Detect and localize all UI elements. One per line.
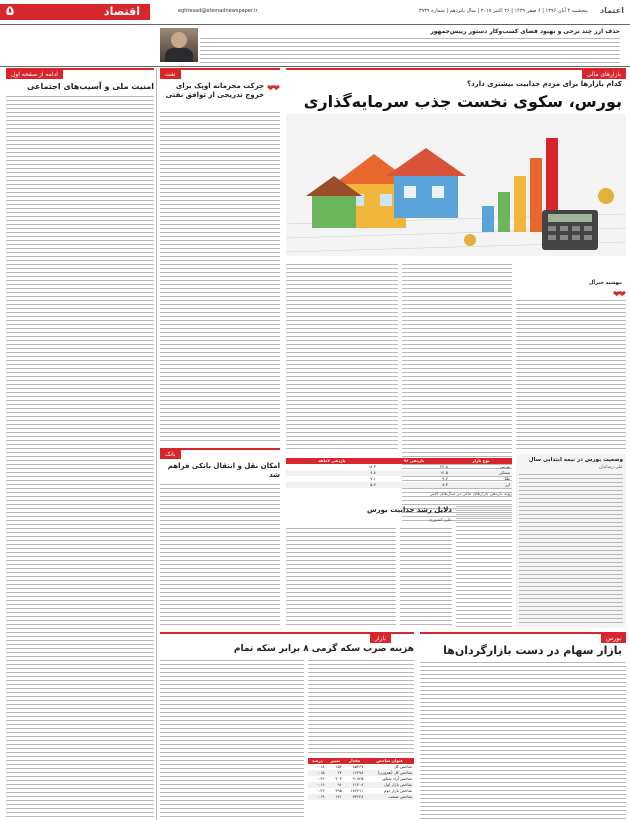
table-story-body-c [456,506,512,628]
table-cell: بورس [500,464,510,469]
lead-story-illustration [286,114,626,256]
table-cell: شاخص صنعت [388,794,412,799]
table-cell: شاخص کل (هم‌وزن) [377,770,412,775]
index-table [308,758,414,800]
page-number: ۵ [6,4,14,19]
lead-story-body-right [516,300,626,450]
table-cell: ۹۶ [337,782,342,787]
brief-rule [0,66,630,67]
returns-table-caption: روند بازدهی بازارهای مالی در سال‌های اخیر [430,492,512,497]
brief-body [200,38,620,64]
bottom-right-headline: بازار سهام در دست بازارگردان‌ها [443,644,622,657]
newspaper-logo: اعتماد [600,6,624,15]
table-cell: ۷.۱ [370,476,376,481]
mid-column-headline: حرکت محرمانه اوپک برای خروج تدریجی از توافق نفتی [165,82,264,99]
returns-table-header: نوع بازار [472,458,490,463]
returns-table-header: بازدهی ۹۶ [403,458,425,463]
table-cell: ۰.۱۹ [316,794,325,799]
lead-story-body-left [286,264,398,450]
lead-story [286,68,626,628]
table-cell: ۹.۸ [370,470,376,475]
table-cell: شاخص کل [393,764,412,769]
table-cell: طلا [504,476,510,481]
table-cell: شاخص آزاد شناور [381,776,412,781]
table-cell: ۰.۱۸ [316,764,325,769]
table-story-headline: دلایل رشد جذابیت بورس [366,506,452,514]
table-cell: ۱۲.۵ [440,470,448,475]
table-cell: ۲۰۳ [335,776,342,781]
table-cell: ۹۰۸۲۵ [352,776,364,781]
index-table-header: درصد [312,758,323,763]
left-column-tag: ادامه از صفحه اول [6,70,63,79]
left-column-body [6,96,154,820]
box-one-tag: وضعیت بورس در نیمه ابتدایی سال [528,457,623,463]
table-cell: ۱۸.۳ [368,464,376,469]
table-cell: ۰.۱۵ [316,770,325,775]
table-row [308,794,414,800]
mid-column-body-two [160,484,280,628]
lead-story-author: مهشید خیرآل [589,280,622,286]
table-cell: ارز [505,482,510,487]
table-story-author: علی کشوری [428,518,452,523]
left-column [6,68,154,820]
table-cell: ۶۱۲۰۸ [352,782,364,787]
masthead [0,0,630,24]
returns-table [286,458,512,488]
table-cell: ۱۵۴ [335,764,342,769]
table-cell: ۵.۷ [370,482,376,487]
table-cell: ۱۴۱ [335,794,342,799]
table-story [286,454,512,628]
table-cell: ۸.۳ [442,482,448,487]
left-column-headline: امنیت ملی و آسیب‌های اجتماعی [26,82,154,91]
table-cell: شاخص بازار اول [384,782,412,787]
table-cell: ۱۸۲۴۱۱ [350,788,364,793]
index-table-header: عنوان شاخص [376,758,404,763]
section-block [0,4,150,20]
brief-portrait [160,28,198,62]
lead-story-tag: بازارهای مالی [582,70,626,79]
box-one-author: علی رضانیان [598,465,623,470]
mid-column-body [160,112,280,442]
table-story-body-b [286,528,396,628]
bottom-mid-body-two [308,660,414,756]
table-cell: ۰.۱۶ [316,782,325,787]
mid-column-tag-two: بانک [160,450,181,459]
bottom-right-body [420,662,626,820]
table-cell: ۷۳۶۲۸ [352,794,364,799]
table-cell: ۲۴ [337,770,342,775]
box-one [516,454,626,628]
website-link[interactable]: eghtesad@etemadnewspaper.ir [178,8,258,14]
date-line: پنجشنبه ۴ آبان ۱۳۹۶ | ۶ صفر ۱۴۳۹ | ۲۶ اکتبر ۲۰۱۷ | سال پانزدهم | شماره ۳۹۳۹ [418,8,588,14]
lead-story-kicker: کدام بازارها برای مردم جذابیت بیشتری دارد؟ [467,80,622,88]
bottom-mid-headline: هزینه ضرب سکه گرمی ۸ برابر سکه تمام [233,644,414,654]
section-title: اقتصاد [103,5,140,18]
bottom-mid-tag: بازار [370,634,391,643]
bottom-mid-body [160,660,304,820]
mid-column-headline-two: امکان نقل و انتقال بانکی فراهم شد [167,462,280,479]
returns-table-header: بازدهی ۷ماهه [318,458,346,463]
table-row [286,482,512,488]
table-cell: شاخص بازار دوم [384,788,412,793]
index-table-header: مقدار [348,758,361,763]
bottom-right-tag: بورس [601,634,626,643]
box-one-body [519,474,623,624]
table-cell: مسکن [499,470,510,475]
table-story-body-a [400,528,452,628]
table-cell: ۲۲.۸ [440,464,448,469]
brief-headline: حذف ارز چند نرخی و بهبود فضای کسب‌وکار دستور رییس‌جمهور [430,28,620,35]
masthead-rule [0,24,630,25]
table-cell: ۱۶۲۹۸ [352,770,364,775]
heart-icon-two: ❤❤ [612,290,624,300]
heart-icon: ❤❤ [266,84,278,94]
table-cell: ۰.۲۲ [316,776,325,781]
mid-column-tag: نفت [160,70,181,79]
house-chart-illustration [286,114,626,256]
bottom-band [160,632,626,820]
mid-column [160,68,280,628]
table-cell: ۸۵۳۶۷ [352,764,364,769]
index-table-header: تغییر [330,758,340,763]
table-cell: ۰.۲۲ [316,788,325,793]
lead-story-headline: بورس، سکوی نخست جذب سرمایه‌گذاری [303,92,622,111]
table-cell: ۹.۲ [442,476,448,481]
table-cell: ۳۹۵ [335,788,342,793]
